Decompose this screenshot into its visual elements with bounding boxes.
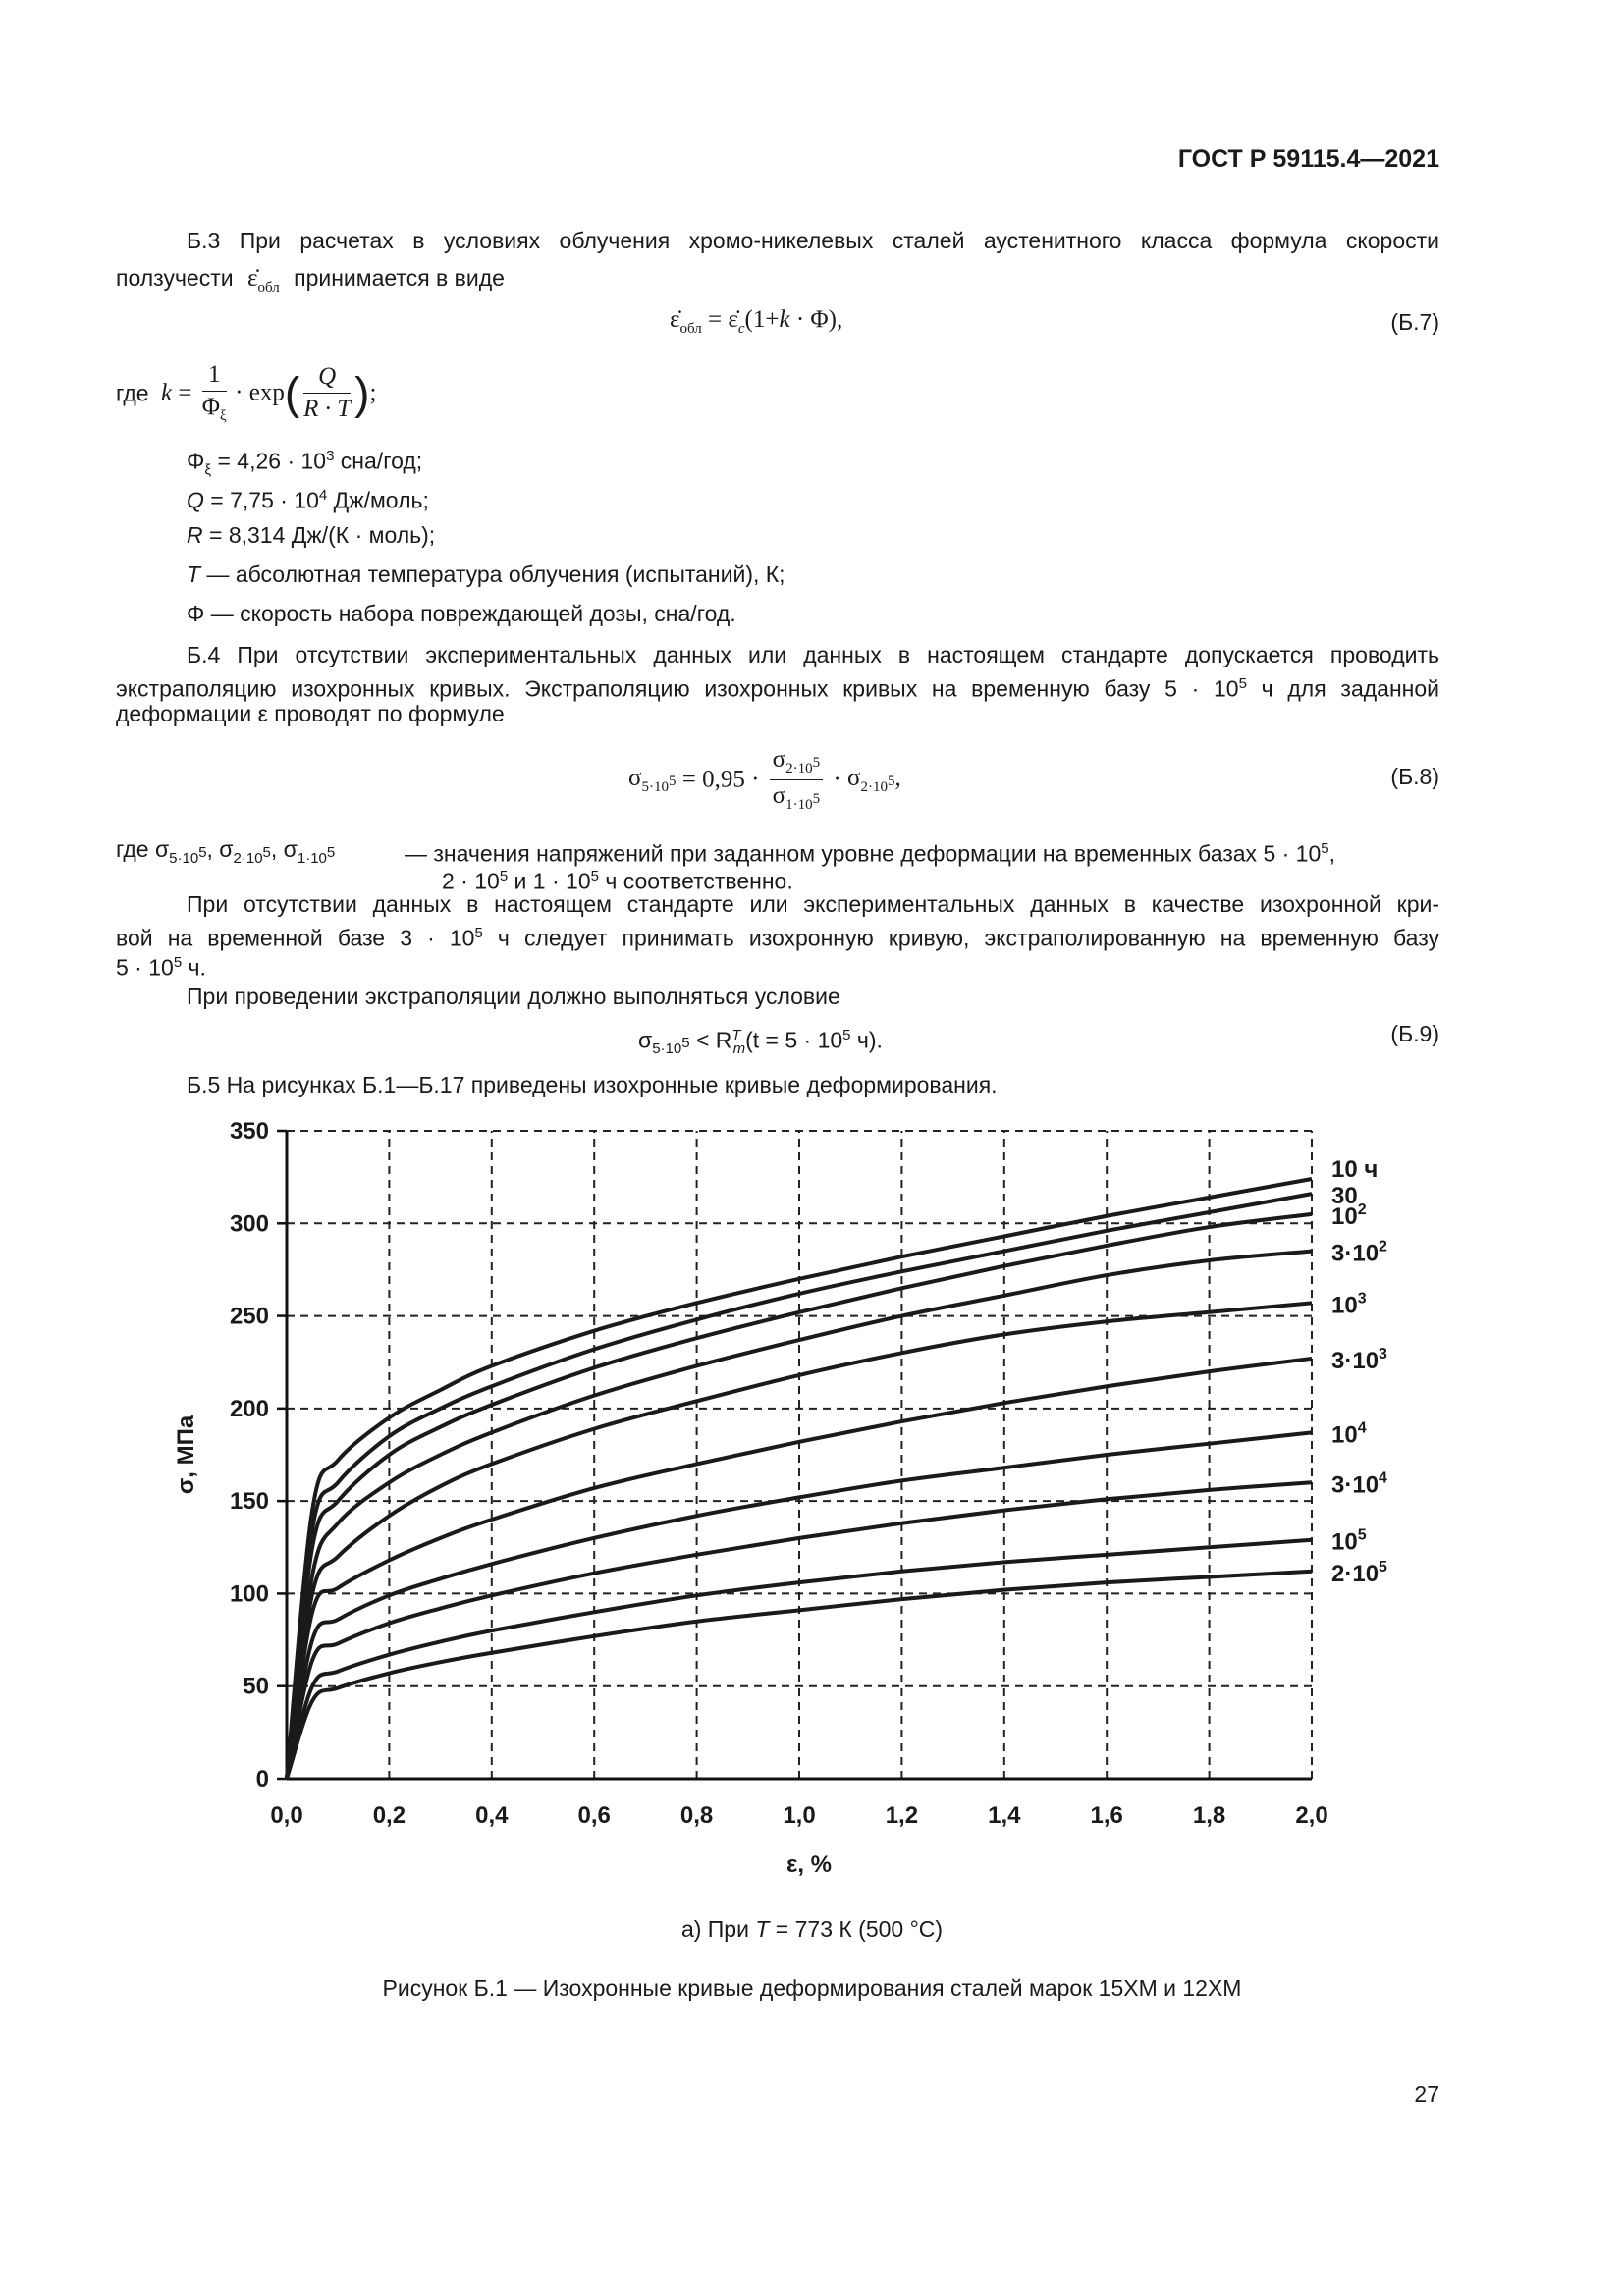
y-tick-label: 0 — [255, 1766, 269, 1792]
equation-b9-number: (Б.9) — [1390, 1021, 1439, 1046]
series-label: $10^3$ — [1331, 1290, 1367, 1319]
b4-line3: деформации ε проводят по формуле — [116, 701, 505, 726]
series-label: $10^2$ — [1331, 1201, 1367, 1230]
series-label: 30 — [1331, 1183, 1358, 1210]
y-tick-label: 350 — [229, 1118, 269, 1145]
series-label: $10^4$ — [1331, 1419, 1367, 1449]
y-tick-label: 50 — [243, 1673, 269, 1700]
x-tick-label: 0,2 — [372, 1802, 406, 1829]
x-tick-label: 0,4 — [475, 1802, 509, 1829]
x-tick-label: 1,2 — [885, 1802, 919, 1829]
b4-line1: Б.4 При отсутствии экспериментальных данных или данных в настоящем стандарте допускается проводить — [187, 642, 1439, 667]
b8-where-desc2: $2 \cdot 10^5$ и $1 \cdot 10^5$ ч соответственно. — [442, 868, 793, 894]
b8-where: где $\sigma_{5\cdot 10^5}$, $\sigma_{2\cdot 10^5}$, $\sigma_{1\cdot 10^5}$ — [116, 836, 336, 867]
b4-line2: экстраполяцию изохронных кривых. Экстраполяцию изохронных кривых на временную базу $5 \cdot 10^5$ ч для заданной — [116, 675, 1439, 702]
equation-b8-number: (Б.8) — [1390, 764, 1439, 789]
series-line — [287, 1540, 1312, 1779]
x-tick-label: 1,8 — [1192, 1802, 1226, 1829]
series-label: $2\cdot 10^5$ — [1331, 1558, 1387, 1587]
phi-xi-line: $\Phi_\xi = 4,26 \cdot 10^3$ сна/год; — [187, 448, 423, 479]
y-tick-label: 300 — [229, 1210, 269, 1238]
series-label: $3\cdot 10^2$ — [1331, 1238, 1387, 1267]
series-label: $3\cdot 10^4$ — [1331, 1469, 1387, 1499]
b4-p2-line2: вой на временной базе $3 \cdot 10^5$ ч следует принимать изохронную кривую, экстраполированную на временную базу — [116, 925, 1439, 951]
b4-p2-line3: $5 \cdot 10^5$ ч. — [116, 954, 206, 981]
figure-caption: Рисунок Б.1 — Изохронные кривые деформирования сталей марок 15ХМ и 12ХМ — [382, 1975, 1242, 2001]
equation-b7: $\varepsiloṅ_{обл}$ = $\varepsiloṅ_c(1+k \cdot \Phi)$, — [670, 306, 843, 337]
b4-p2-line1: При отсутствии данных в настоящем стандарте или экспериментальных данных в качестве изохронной кри- — [187, 891, 1439, 917]
page-number: 27 — [1414, 2081, 1439, 2107]
x-tick-label: 1,6 — [1090, 1802, 1123, 1829]
series-label: $10^5$ — [1331, 1526, 1367, 1556]
t-line: T — абсолютная температура облучения (испытаний), К; — [187, 561, 785, 587]
b4-p3: При проведении экстраполяции должно выполняться условие — [187, 984, 840, 1009]
y-tick-label: 250 — [229, 1303, 269, 1330]
equation-b9: $\sigma_{5\cdot 10^5} < R^T_m(t = 5 \cdot 10^5$ ч). — [638, 1027, 883, 1058]
document-header: ГОСТ Р 59115.4—2021 — [1177, 145, 1439, 173]
x-tick-label: 0,8 — [679, 1802, 714, 1829]
series-label: $3\cdot 10^3$ — [1331, 1345, 1387, 1374]
q-rt-fraction: $\frac{Q}{R \cdot T}$ — [303, 363, 352, 422]
y-tick-label: 100 — [229, 1580, 269, 1608]
b5-line: Б.5 На рисунках Б.1—Б.17 приведены изохронные кривые деформирования. — [187, 1072, 998, 1097]
x-tick-label: 0,6 — [577, 1802, 611, 1829]
figure-subcaption: а) При T = 773 К (500 °С) — [680, 1916, 944, 1942]
b3-line2: ползучести $\varepsiloṅ_{обл}$ принимается в виде — [116, 265, 505, 295]
x-tick-label: 1,4 — [988, 1802, 1021, 1829]
b3-line1: Б.3 При расчетах в условиях облучения хромо-никелевых сталей аустенитного класса формула скорости — [187, 228, 1439, 253]
series-label: 10 ч — [1331, 1156, 1379, 1184]
y-tick-label: 150 — [229, 1488, 269, 1516]
k-fraction: $\frac{1}{\Phi_\xi}$ — [201, 361, 227, 424]
eps-obl-symbol: $\varepsiloṅ_{обл}$ — [247, 265, 280, 295]
x-tick-label: 0,0 — [270, 1802, 303, 1829]
r-line: R = 8,314 Дж/(К · моль); — [187, 522, 436, 548]
y-axis-label: σ, МПа — [173, 1415, 199, 1495]
q-line: $Q = 7,75 \cdot 10^4$ Дж/моль; — [187, 487, 429, 513]
equation-b7-number: (Б.7) — [1390, 309, 1439, 335]
k-formula: где k = $\frac{1}{\Phi_\xi}$ · exp( $\frac{Q}{R \cdot T}$ ); — [116, 361, 377, 424]
f-line: Φ — скорость набора повреждающей дозы, сна/год. — [187, 601, 736, 626]
b8-where-desc: — значения напряжений при заданном уровне деформации на временных базах $5 \cdot 10^5$, — [405, 840, 1335, 867]
x-axis-label: ε, % — [785, 1851, 833, 1878]
equation-b8: $\sigma_{5\cdot 10^5} = 0,95$ · $\frac{\sigma_{2\cdot 10^5}}{\sigma_{1\cdot 10^5}}$ · $\sigma_{2\cdot 10^5}$, — [628, 746, 901, 813]
x-tick-label: 2,0 — [1295, 1802, 1328, 1829]
x-tick-label: 1,0 — [783, 1802, 816, 1829]
y-tick-label: 200 — [229, 1395, 269, 1422]
